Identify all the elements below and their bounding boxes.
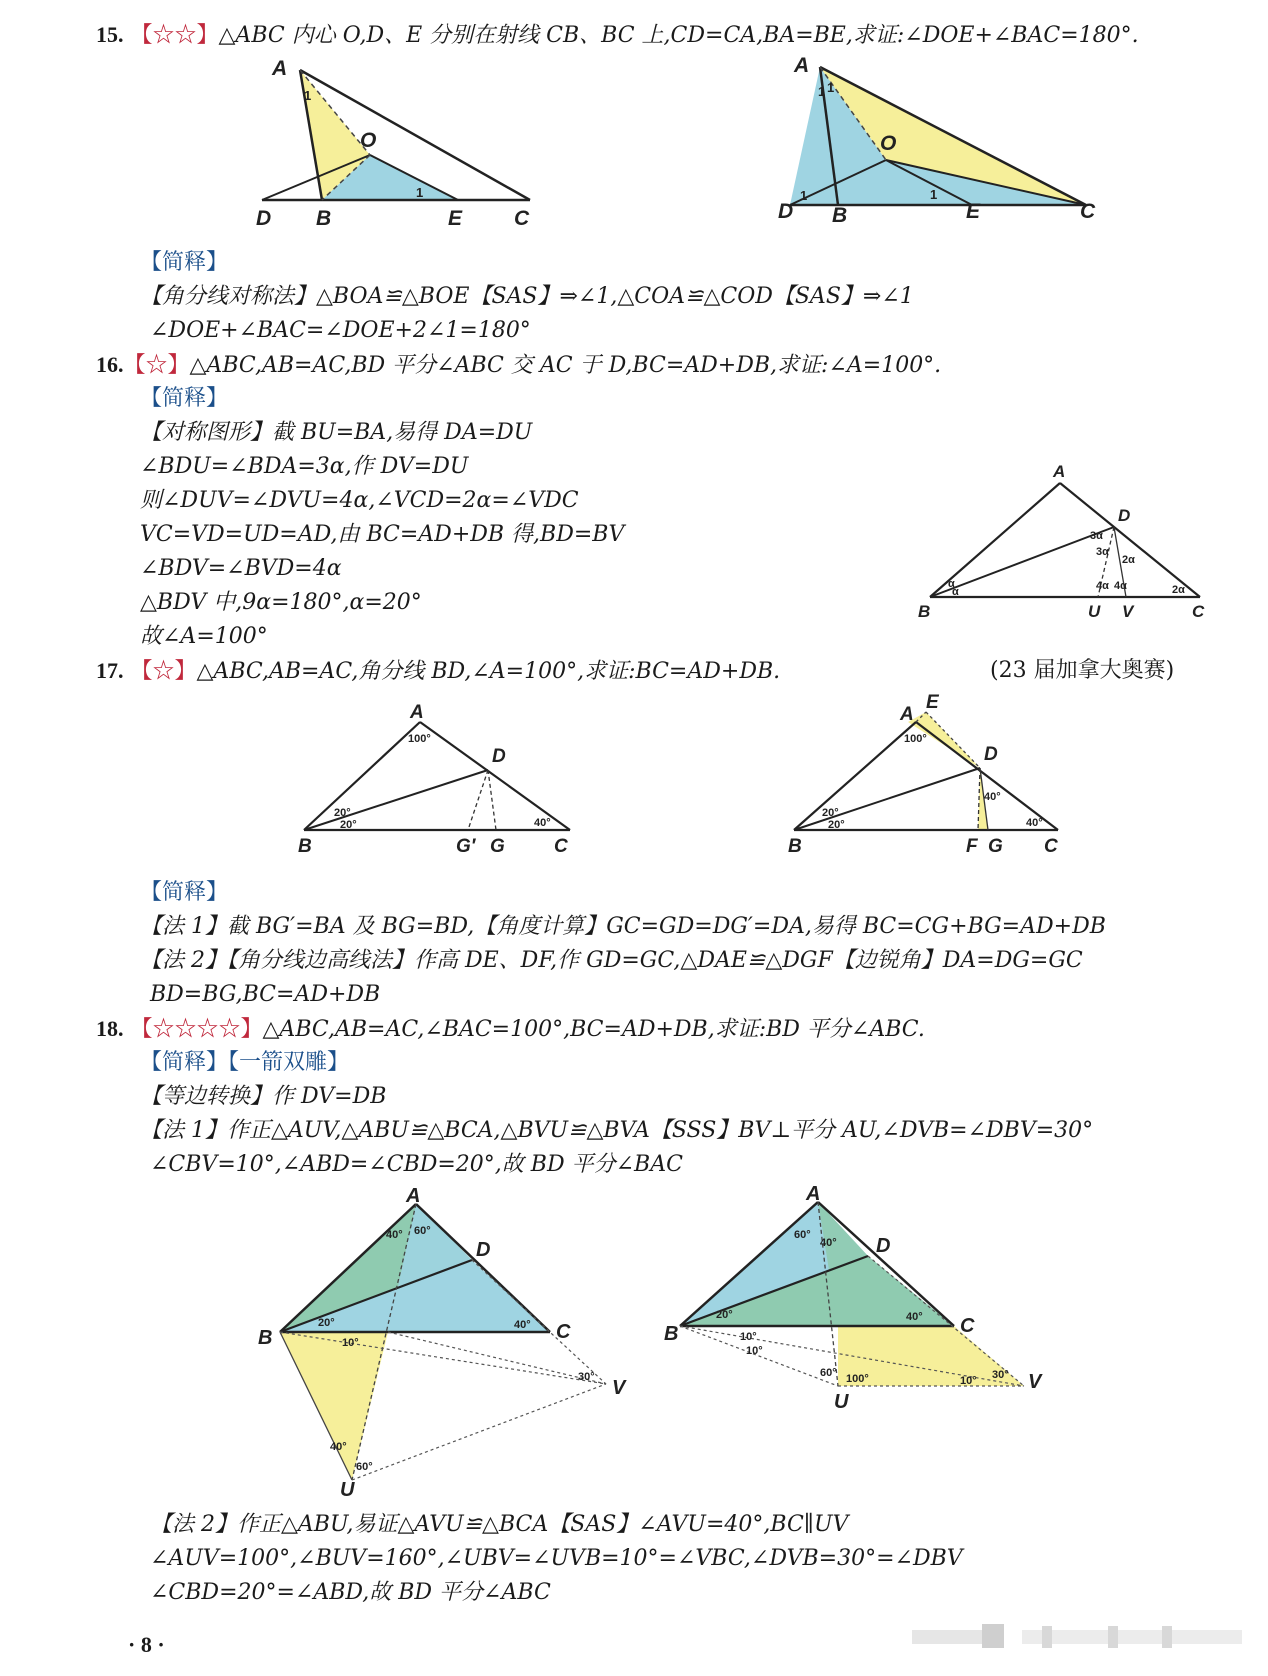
solution-line: VC=VD=UD=AD,由 BC=AD+DB 得,BD=BV [140,522,625,547]
solution-line: ∠CBD=20°=∠ABD,故 BD 平分∠ABC [150,1580,551,1605]
decorative-bar-icon [912,1622,1242,1652]
solution-line: 故∠A=100° [140,624,268,649]
page-number: · 8 · [128,1632,165,1657]
label-g-prime: G′ [456,836,476,857]
solution-line: ∠DOE+∠BAC=∠DOE+2∠1=180° [150,318,531,343]
solution-line: △BDV 中,9α=180°,α=20° [140,590,422,615]
angle-mark: 60° [356,1461,373,1473]
label-b: B [258,1327,273,1349]
label-b: B [832,204,848,227]
label-u: U [1088,602,1101,621]
angle-mark: 1 [416,185,424,200]
label-v: V [1122,602,1134,621]
label-b: B [316,207,332,230]
angle-mark: 40° [386,1229,403,1241]
angle-mark: 40° [1026,817,1043,829]
angle-mark: 100° [846,1373,869,1385]
label-u: U [834,1391,849,1413]
problem-16-statement [96,350,941,381]
label-a: A [406,1185,421,1207]
problem-number: 15. [96,22,124,47]
angle-mark: 4α [1096,580,1109,592]
problem-17-statement [96,656,780,687]
brief-heading: 【简释】 [140,880,229,905]
angle-mark: 20° [334,807,351,819]
label-v: V [612,1377,626,1399]
label-a: A [900,704,914,725]
figure-15-left [240,55,580,245]
label-a: A [794,54,810,77]
label-a: A [806,1183,821,1205]
difficulty-stars: 【☆☆】 [130,23,219,48]
solution-line: 【法 1】作正△AUV,△ABU≌△BCA,△BVU≌△BVA【SSS】BV⊥平分 AU,∠DVB=∠DBV=30° [140,1118,1094,1143]
brief-heading: 【简释】 [140,250,229,275]
angle-mark: 40° [534,817,551,829]
angle-mark: 20° [318,1317,335,1329]
angle-mark: 40° [514,1319,531,1331]
label-d: D [492,746,506,767]
label-c: C [556,1321,571,1343]
solution-line: ∠CBV=10°,∠ABD=∠CBD=20°,故 BD 平分∠BAC [150,1152,683,1177]
label-b: B [918,602,931,621]
brief-heading: 【简释】 [140,386,229,411]
label-c: C [514,207,530,230]
solution-line: 则∠DUV=∠DVU=4α,∠VCD=2α=∠VDC [140,488,579,513]
angle-mark: 2α [1122,554,1135,566]
problem-18-statement [96,1014,925,1045]
angle-mark: 60° [794,1229,811,1241]
label-v: V [1028,1371,1042,1393]
angle-mark: 40° [820,1237,837,1249]
label-o: O [360,129,377,152]
angle-mark: 1 [827,80,835,95]
label-e: E [926,692,939,713]
angle-mark: 30° [992,1369,1009,1381]
difficulty-stars: 【☆】 [130,659,197,684]
angle-mark: 1 [304,88,312,103]
difficulty-stars: 【☆☆☆☆】 [130,1017,263,1042]
label-g: G [988,836,1003,857]
label-d: D [876,1235,891,1257]
label-b: B [298,836,312,857]
solution-line: 【法 2】【角分线边高线法】作高 DE、DF,作 GD=GC,△DAE≌△DGF【边锐角】DA=DG=GC [140,948,1083,973]
difficulty-stars: 【☆】 [123,353,190,378]
angle-mark: 40° [906,1311,923,1323]
problem-source: (23 届加拿大奥赛) [990,658,1175,683]
angle-mark: 20° [340,819,357,831]
solution-line: 【等边转换】作 DV=DB [140,1084,387,1109]
problem-number: 18. [96,1016,124,1041]
angle-mark: 10° [740,1331,757,1343]
figure-17-left [290,700,590,860]
angle-mark: 20° [716,1309,733,1321]
problem-text: △ABC,AB=AC,角分线 BD,∠A=100°,求证:BC=AD+DB. [196,659,781,684]
label-d: D [778,200,794,223]
problem-text: △ABC,AB=AC,∠BAC=100°,BC=AD+DB,求证:BD 平分∠ABC. [262,1017,925,1042]
angle-mark: 40° [984,791,1001,803]
problem-15-statement [96,20,1139,51]
angle-mark: α [948,578,955,590]
problem-text: △ABC,AB=AC,BD 平分∠ABC 交 AC 于 D,BC=AD+DB,求证:∠A=100°. [189,353,942,378]
label-d: D [256,207,272,230]
angle-mark: 1 [800,188,808,203]
figure-18-right [664,1183,1090,1420]
angle-mark: 30° [578,1371,595,1383]
angle-mark: 60° [820,1367,837,1379]
angle-mark: 20° [822,807,839,819]
figure-17-right [780,692,1080,860]
solution-line: BD=BG,BC=AD+DB [150,982,381,1007]
solution-line: ∠AUV=100°,∠BUV=160°,∠UBV=∠UVB=10°=∠VBC,∠DVB=30°=∠DBV [150,1546,963,1571]
angle-mark: 4α [1114,580,1127,592]
label-a: A [410,702,424,723]
label-a: A [272,57,288,80]
label-c: C [1044,836,1058,857]
angle-mark: 1 [930,187,938,202]
label-c: C [960,1315,975,1337]
angle-mark: 20° [828,819,845,831]
figure-18-left [250,1185,670,1501]
solution-line: 【法 1】截 BG′=BA 及 BG=BD,【角度计算】GC=GD=DG′=DA,易得 BC=CG+BG=AD+DB [140,914,1106,939]
label-c: C [554,836,568,857]
label-g: G [490,836,505,857]
solution-line: 【法 2】作正△ABU,易证△AVU≌△BCA【SAS】∠AVU=40°,BC∥UV [150,1512,849,1537]
angle-mark: 1 [818,84,826,99]
angle-mark: 2α [1172,584,1185,596]
problem-number: 16. [96,352,124,377]
solution-line: ∠BDV=∠BVD=4α [140,556,342,581]
angle-mark: 60° [414,1225,431,1237]
label-f: F [966,836,978,857]
label-d: D [476,1239,491,1261]
angle-mark: 10° [746,1345,763,1357]
label-d: D [984,744,998,765]
angle-mark: 100° [904,733,927,745]
problem-text: △ABC 内心 O,D、E 分别在射线 CB、BC 上,CD=CA,BA=BE,求证:∠DOE+∠BAC=180°. [218,23,1139,48]
label-d: D [1118,506,1131,525]
label-c: C [1080,200,1096,223]
solution-line: 【对称图形】截 BU=BA,易得 DA=DU [140,420,533,445]
figure-15-right [770,52,1110,242]
label-u: U [340,1479,355,1501]
label-c: C [1192,602,1205,621]
angle-mark: 10° [342,1337,359,1349]
label-b: B [664,1323,679,1345]
angle-mark: 10° [960,1375,977,1387]
label-e: E [966,200,981,223]
solution-line: ∠BDU=∠BDA=3α,作 DV=DU [140,454,469,479]
angle-mark: 3α [1096,546,1109,558]
angle-mark: 3α [1090,530,1103,542]
solution-line: 【角分线对称法】△BOA≌△BOE【SAS】⇒∠1,△COA≌△COD【SAS】⇒∠1 [140,284,914,309]
label-o: O [880,132,897,155]
label-b: B [788,836,802,857]
problem-number: 17. [96,658,124,683]
label-e: E [448,207,463,230]
angle-mark: 100° [408,733,431,745]
brief-heading: 【简释】【一箭双雕】 [140,1050,350,1075]
label-a: A [1053,462,1066,481]
angle-mark: 40° [330,1441,347,1453]
angle-mark: α [952,586,959,598]
figure-16 [900,455,1220,625]
